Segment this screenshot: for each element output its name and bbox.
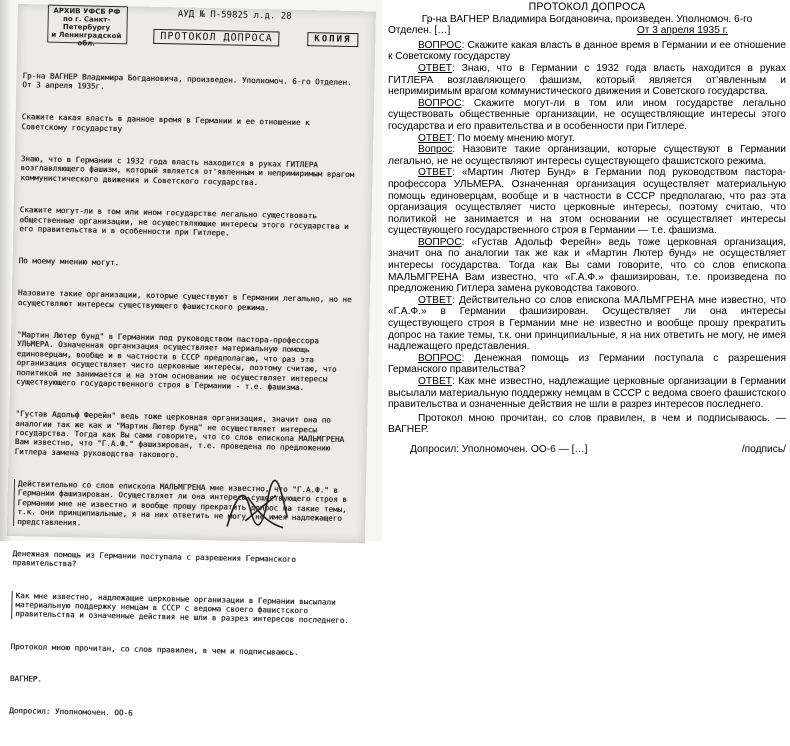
scan-paragraph: ВАГНЕР. [9, 673, 42, 684]
scan-paragraph: Назовите такие организации, которые существуют в Германии легально, но не осуществляют интересы существующего фашистского режима. [17, 288, 357, 313]
archive-stamp [47, 7, 126, 49]
answer-text: По моему мнению могут. [457, 132, 575, 144]
question-block: ВОПРОС: Денежная помощь из Германии поступала с разрешения Германского правительства? [388, 352, 786, 376]
scan-paragraph: Скажите могут-ли в том или ином государстве легально существовать общественные организации, не осуществляющие интересы этого государства и его правительства и в особенности при Гитлере. [19, 205, 354, 238]
transcript-header-row [388, 25, 786, 37]
transcription-panel [388, 0, 786, 541]
answer-block: ОТВЕТ: «Мартин Лютер Бунд» в Германии под руководством пастора-профессора УЛЬМЕРА. Означенная организация осуществляет материальную помощь единоверцам, вообще и в частности в СССР предполагаю, что раз эта организация осуществляет чисто церковные интересы, поэтому считаю, что политикой не занимается и на этом основании не осуществляет интересы существующего государственного строя в Германии — т.е. фашизма. [388, 167, 786, 237]
question-block: ВОПРОС: Скажите могут-ли в том или ином государстве легально существовать общественные организации, не осуществляющие интересы этого государства и его правительства и в особенности при Гитлере. [388, 97, 786, 132]
answer-label: ОТВЕТ [418, 132, 452, 144]
answer-text: Как мне известно, надлежащие церковные организации в Германии высылали материальную поддержку немцам в СССР с ведома своего фашистского правительства и означенные действия не шли в разрез интересов последнего. [388, 376, 786, 411]
answer-label: ОТВЕТ [418, 294, 452, 306]
signature-note: /подпись/ [741, 443, 786, 455]
answer-label: ОТВЕТ [418, 62, 452, 74]
question-block: ВОПРОС: «Густав Адольф Ферейн» ведь тоже церковная организация, значит она по аналогии так же как и «Мартин Лютер бунд» не осуществляет интересы государства. Тогда как Вы сами говорите, что со слов епископа МАЛЬМГРЕНА Вам известно, что «Г.А.Ф.» фашизирован, т.е. произведена по предложению Гитлера замена руководства такового. [388, 236, 787, 295]
question-label: ВОПРОС [418, 39, 462, 51]
transcript-header [388, 2, 786, 37]
answer-block: ОТВЕТ: Знаю, что в Германии с 1932 года власть находится в руках ГИТЛЕРА возглавляющего фашизм, который является от’явленным и непримиримым врагом коммунистического движения и Советского государства. [388, 62, 786, 98]
interrogator-line: Допросил: Уполномочен. ОО-6 — […] [410, 443, 588, 455]
scan-paragraph: Протокол мною прочитан, со слов правилен, в чем и подписываюсь. [10, 641, 299, 657]
scanned-document [0, 0, 382, 718]
copy-stamp: КОПИЯ [307, 32, 358, 47]
question-text: «Густав Адольф Ферейн» ведь тоже церковная организация, значит она по аналогии так же как и «Мартин Лютер бунд» не осуществляет интересы государства. Тогда как Вы сами говорите, что со слов епископа МАЛЬМГРЕНА Вам известно, что «Г.А.Ф.» фашизирован, т.е. произведена по предложению Гитлера замена руководства такового. [388, 236, 787, 295]
answer-block: ОТВЕТ: Как мне известно, надлежащие церковные организации в Германии высылали материальную поддержку немцам в СССР с ведома своего фашистского правительства и означенные действия не шли в разрез интересов последнего. [388, 376, 786, 411]
answer-label: ОТВЕТ [418, 167, 452, 179]
archive-stamp-line: по г. Санкт-Петербургу [62, 14, 111, 32]
signature-scribble-icon [217, 476, 298, 538]
transcript-closing [388, 413, 786, 436]
archive-stamp-line: и Ленинградской обл. [51, 30, 122, 48]
scan-paragraph: Скажите какая власть в данное время в Германии и ее отношение к Советскому государству [21, 112, 315, 134]
scan-paragraph: Гр-на ВАГНЕР Владимира Богдановича, произведен. Уполномоч. 6-го Отделен. От 3 апреля 1935г. [22, 70, 380, 92]
question-text: Назовите такие организации, которые существуют в Германии легально, не не осуществляют интересы существующего фашистского режима. [388, 144, 786, 167]
question-text: Скажите могут-ли в том или ином государстве легально существовать общественные организации, не осуществляющие интересы этого государства и его правительства и в особенности при Гитлере. [388, 97, 786, 132]
scan-paragraph: Как мне известно, надлежащие церковные организации в Германии высылали материальную поддержку немцам в СССР с ведома своего фашистского правительства и означенные действия не шли в разрез интересов последнего. [11, 591, 350, 626]
question-text: Скажите какая власть в данное время в Германии и ее отношение к Советскому государству [388, 39, 786, 63]
answer-text: Знаю, что в Германии с 1932 года власть находится в руках ГИТЛЕРА возглавляющего фашизм, который является от’явленным и непримиримым врагом коммунистического движения и Советского государства. [388, 62, 786, 98]
archive-stamp-line: АРХИВ УФСБ РФ [53, 6, 121, 17]
scan-paragraph: Действительно со слов епископа МАЛЬМГРЕНА мне известно, что "Г.А.Ф." в Германии фашизирован. Осуществляет ли она интересы существующего строя в Германии мне не известно и вообще прошу прекратить допрос на такие темы, т.к. они принципиальные, я на них ответить не могу, не имея надлежащего представления. [13, 479, 352, 533]
file-reference: АУД № П-59825 л.д. 28 [177, 9, 292, 22]
typewritten-body [9, 52, 380, 745]
question-label: ВОПРОС [418, 97, 462, 109]
answer-text: «Мартин Лютер Бунд» в Германии под руководством пастора-профессора УЛЬМЕРА. Означенная организация осуществляет материальную помощь единоверцам, вообще и в частности в СССР предполагаю, что раз эта организация осуществляет чисто церковные интересы, поэтому считаю, что политикой не занимается и на этом основании не осуществляет интересы существующего государственного строя в Германии — т.е. фашизма. [388, 167, 786, 237]
qa-list [388, 40, 786, 411]
transcript-signoff [388, 444, 786, 456]
question-label: Вопрос [418, 144, 453, 156]
scanned-page [7, 4, 380, 718]
question-text: Денежная помощь из Германии поступала с разрешения Германского правительства? [388, 352, 786, 376]
answer-label: ОТВЕТ [418, 376, 452, 387]
answer-block: ОТВЕТ: Действительно со слов епископа МАЛЬМГРЕНА мне известно, что «Г.А.Ф.» в Германии фашизирован. Осуществляет ли она интересы существующего строя в Германии мне не известно и вообще прошу прекратить допрос на такие темы, т.к. они принципиальные, я на них ответить не могу, не имея надлежащего представления. [388, 294, 786, 353]
question-label: ВОПРОС [418, 236, 462, 248]
scan-paragraph: "Мартин Лютер бунд" в Германии под руководством пастора-профессора УЛЬМЕРА. Означенная организация осуществляет материальную помощь единоверцам, вообще и в частности в СССР предполагаю, что раз эта организация осуществляет чисто церковные интересы, поэтому считаю, что политикой не занимается и на этом основании не осуществляет интересы существующего государственного строя в Германии - т.е. фашизма. [15, 330, 342, 393]
scan-paragraph: "Густав Адольф Ферейн" ведь тоже церковная организация, значит она по аналогии так же как и "Мартин Лютер бунд" не осуществляет интересы государства. Тогда как Вы сами говорите, что со слов епископа МАЛЬМГРЕНА Вам известно, что "Г.А.Ф." фашизирован, т.е. проведена по предложению Гитлера замена руководства такового. [14, 409, 349, 460]
question-block: Вопрос: Назовите такие организации, которые существуют в Германии легально, не не осуществляют интересы существующего фашистского режима. [388, 144, 786, 167]
scan-paragraph: По моему мнению могут. [18, 256, 120, 268]
transcript-title: ПРОТОКОЛ ДОПРОСА [528, 1, 646, 13]
scan-paragraph: Знаю, что в Германии с 1932 года власть находится в руках ГИТЛЕРА возглавляющего фашизм, который является от'явленным и непримиримым врагом коммунистического движения и Советского государства. [20, 154, 359, 187]
scan-paragraph: Допросил: Уполномочен. ОО-6 [9, 705, 133, 718]
answer-text: Действительно со слов епископа МАЛЬМГРЕНА мне известно, что «Г.А.Ф.» в Германии фашизирован. Осуществляет ли она интересы существующего строя в Германии мне не известно и вообще прошу прекратить допрос на такие темы, т.к. они принципиальные, я на них ответить не могу, не имея надлежащего представления. [388, 294, 786, 353]
transcript-header-line: Гр-на ВАГНЕР Владимира Богдановича, произведен. Уполномоч. 6-го [421, 13, 753, 25]
answer-block: ОТВЕТ: По моему мнению могут. [418, 132, 575, 144]
question-block: ВОПРОС: Скажите какая власть в данное время в Германии и ее отношение к Советскому государству [388, 39, 786, 63]
scan-doc-title: ПРОТОКОЛ ДОПРОСА [153, 29, 280, 47]
scan-paragraph: Денежная помощь из Германии поступала с разрешения Германского правительства? [12, 548, 301, 569]
question-label: ВОПРОС [418, 352, 462, 364]
closing-text: Протокол мною прочитан, со слов правилен, в чем и подписываюсь. — ВАГНЕР. [388, 412, 786, 436]
transcript-date: От 3 апреля 1935 г. [636, 25, 728, 37]
transcript-header-line2: Отделен. […] [388, 25, 451, 37]
